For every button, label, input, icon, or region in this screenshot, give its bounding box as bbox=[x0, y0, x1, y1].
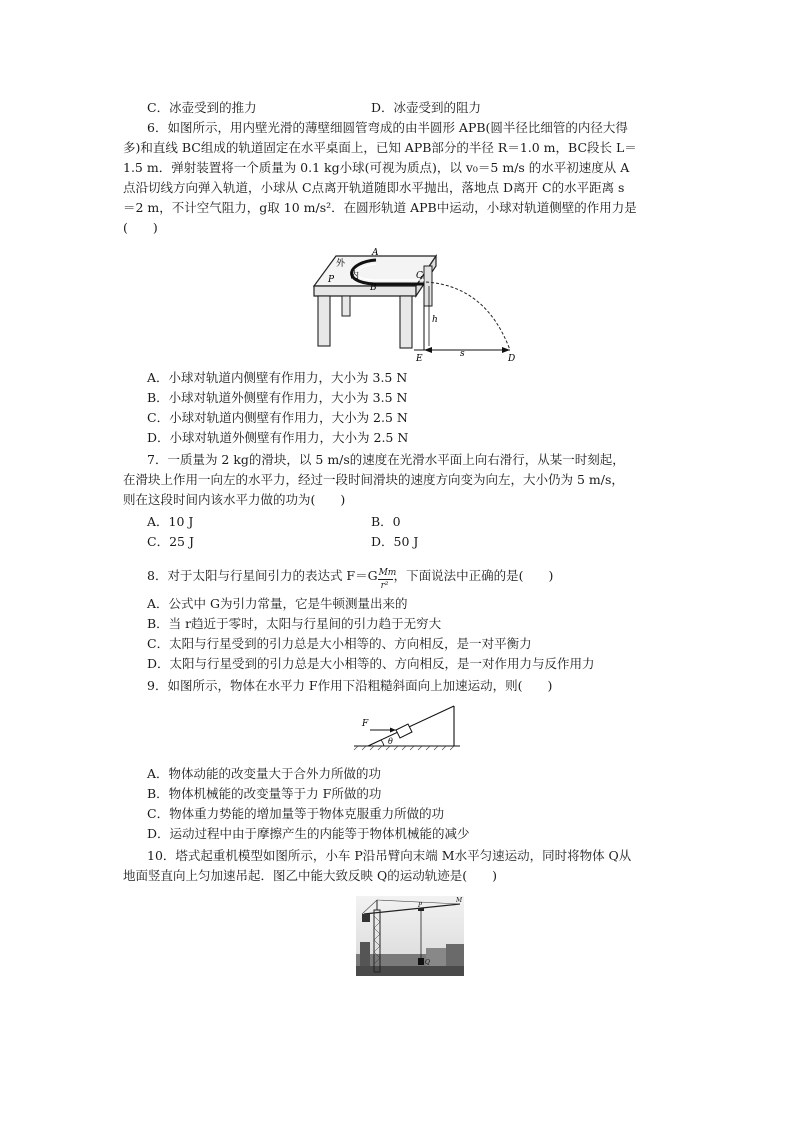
q7-option-d: D．50 J bbox=[371, 534, 419, 549]
q6-stem-line: 点沿切线方向弹入轨道，小球从 C点离开轨道随即水平抛出，落地点 D离开 C的水平距离 s bbox=[123, 180, 625, 195]
q10-label-q: Q bbox=[425, 959, 430, 966]
q6-stem-line: 6．如图所示，用内壁光滑的薄壁细圆管弯成的由半圆形 APB(圆半径比细管的内径大得 bbox=[147, 120, 628, 135]
q10-stem-line: 地面竖直向上匀加速吊起．图乙中能大致反映 Q的运动轨迹是( ) bbox=[123, 868, 497, 883]
q8-stem-prefix: 8．对于太阳与行星间引力的表达式 F＝G bbox=[147, 568, 378, 583]
q8-fraction-numerator: Mm bbox=[378, 568, 397, 578]
q7-stem-line: 7．一质量为 2 kg的滑块，以 5 m/s的速度在光滑水平面上向右滑行，从某一时刻起， bbox=[147, 452, 625, 467]
q10-stem-line: 10．塔式起重机模型如图所示，小车 P沿吊臂向末端 M水平匀速运动，同时将物体 Q从 bbox=[147, 848, 632, 863]
q9-incline-figure bbox=[350, 702, 464, 752]
q6-label-outer: 外 bbox=[336, 259, 346, 269]
q8-stem-suffix: ，下面说法中正确的是( ) bbox=[393, 568, 554, 583]
q6-label-e: E bbox=[416, 354, 423, 364]
q6-label-p: P bbox=[328, 275, 335, 285]
q5-option-d: D．冰壶受到的阻力 bbox=[371, 100, 482, 115]
q7-stem-line: 则在这段时间内该水平力做的功为( ) bbox=[123, 492, 346, 507]
q10-label-p: P bbox=[418, 902, 423, 909]
q9-option-b: B．物体机械能的改变量等于力 F所做的功 bbox=[147, 786, 382, 801]
q6-stem-line: ＝2 m，不计空气阻力，g取 10 m/s²．在圆形轨道 APB中运动，小球对轨道侧壁的作用力是 bbox=[123, 200, 637, 215]
q10-crane-photo bbox=[356, 896, 464, 976]
q6-label-d: D bbox=[508, 354, 516, 364]
q7-option-a: A．10 J bbox=[147, 514, 194, 529]
q7-option-b: B．0 bbox=[371, 514, 401, 529]
q9-option-d: D．运动过程中由于摩擦产生的内能等于物体机械能的减少 bbox=[147, 826, 470, 841]
q9-label-theta: θ bbox=[388, 737, 393, 746]
q6-stem-line: 1.5 m．弹射装置将一个质量为 0.1 kg小球(可视为质点)，以 v₀＝5 m/s 的水平初速度从 A bbox=[123, 160, 630, 175]
q6-stem-line: ( ) bbox=[123, 220, 158, 235]
q5-option-c: C．冰壶受到的推力 bbox=[147, 100, 257, 115]
q8-option-d: D．太阳与行星受到的引力总是大小相等的、方向相反，是一对作用力与反作用力 bbox=[147, 656, 595, 671]
q9-stem: 9．如图所示，物体在水平力 F作用下沿粗糙斜面向上加速运动，则( ) bbox=[147, 678, 553, 693]
q7-stem-line: 在滑块上作用一向左的水平力，经过一段时间滑块的速度方向变为向左，大小仍为 5 m/s， bbox=[123, 472, 624, 487]
q6-label-c: C bbox=[416, 271, 423, 281]
q6-label-h: h bbox=[432, 315, 438, 325]
q6-stem-line: 多)和直线 BC组成的轨道固定在水平桌面上，已知 APB部分的半径 R＝1.0 m，BC段长 L＝ bbox=[123, 140, 637, 155]
q6-option-a: A．小球对轨道内侧壁有作用力，大小为 3.5 N bbox=[147, 370, 408, 385]
q8-fraction-denominator: r² bbox=[380, 581, 389, 591]
q8-stem bbox=[147, 566, 554, 591]
q9-option-a: A．物体动能的改变量大于合外力所做的功 bbox=[147, 766, 382, 781]
q8-option-c: C．太阳与行星受到的引力总是大小相等的、方向相反，是一对平衡力 bbox=[147, 636, 532, 651]
q6-label-a: A bbox=[372, 248, 379, 258]
q9-option-c: C．物体重力势能的增加量等于物体克服重力所做的功 bbox=[147, 806, 445, 821]
q6-option-c: C．小球对轨道内侧壁有作用力，大小为 2.5 N bbox=[147, 410, 408, 425]
q6-label-inner: 内 bbox=[350, 271, 360, 281]
q8-option-b: B．当 r趋近于零时，太阳与行星间的引力趋于无穷大 bbox=[147, 616, 442, 631]
q8-option-a: A．公式中 G为引力常量，它是牛顿测量出来的 bbox=[147, 596, 408, 611]
q6-table-track-figure bbox=[296, 246, 526, 364]
q6-label-s: s bbox=[460, 349, 465, 359]
q6-option-d: D．小球对轨道外侧壁有作用力，大小为 2.5 N bbox=[147, 430, 409, 445]
q10-label-m: M bbox=[456, 897, 463, 904]
q6-label-b: B bbox=[370, 283, 377, 293]
q7-option-c: C．25 J bbox=[147, 534, 194, 549]
q6-option-b: B．小球对轨道外侧壁有作用力，大小为 3.5 N bbox=[147, 390, 408, 405]
q9-label-f: F bbox=[362, 719, 369, 729]
